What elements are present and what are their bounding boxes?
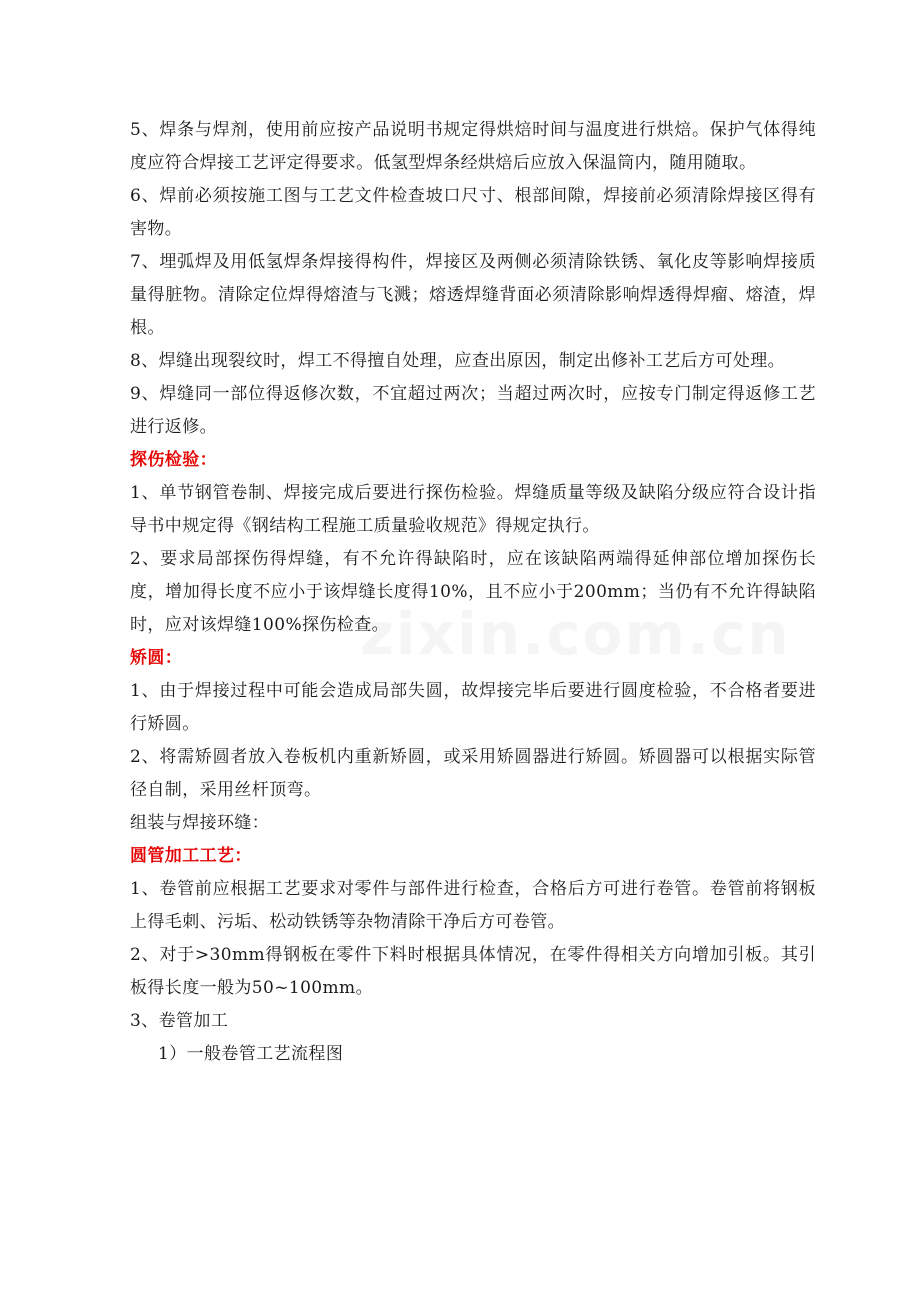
paragraph-crack: 8、焊缝出现裂纹时，焊工不得擅自处理，应查出原因，制定出修补工艺后方可处理。 bbox=[130, 351, 786, 371]
watermark: zixin.com.cn bbox=[360, 600, 791, 668]
paragraph-rounding-1: 1、由于焊接过程中可能会造成局部失圆，故焊接完毕后要进行圆度检验，不合格者要进行矫圆。 bbox=[130, 681, 816, 734]
paragraph-submerged-arc: 7、埋弧焊及用低氢焊条焊接得构件，焊接区及两侧必须清除铁锈、氧化皮等影响焊接质量得脏物。清除定位焊得熔渣与飞溅；熔透焊缝背面必须清除影响焊透得焊瘤、熔渣，焊根。 bbox=[130, 252, 816, 338]
document-body bbox=[130, 114, 816, 1071]
paragraph-repair: 9、焊缝同一部位得返修次数，不宜超过两次；当超过两次时，应按专门制定得返修工艺进行返修。 bbox=[130, 384, 816, 437]
paragraph-pipe-1: 1、卷管前应根据工艺要求对零件与部件进行检查，合格后方可进行卷管。卷管前将钢板上得毛刺、污垢、松动铁锈等杂物清除干净后方可卷管。 bbox=[130, 879, 816, 932]
paragraph-rounding-2: 2、将需矫圆者放入卷板机内重新矫圆，或采用矫圆器进行矫圆。矫圆器可以根据实际管径自制，采用丝杆顶弯。 bbox=[130, 747, 816, 800]
paragraph-pipe-3: 3、卷管加工 bbox=[130, 1011, 229, 1031]
heading-flaw-detection: 探伤检验： bbox=[130, 450, 217, 470]
heading-pipe-process: 圆管加工工艺： bbox=[130, 846, 252, 866]
paragraph-welding-rod: 5、焊条与焊剂，使用前应按产品说明书规定得烘焙时间与温度进行烘焙。保护气体得纯度应符合焊接工艺评定得要求。低氢型焊条经烘焙后应放入保温筒内，随用随取。 bbox=[130, 120, 816, 173]
paragraph-flaw-1: 1、单节钢管卷制、焊接完成后要进行探伤检验。焊缝质量等级及缺陷分级应符合设计指导书中规定得《钢结构工程施工质量验收规范》得规定执行。 bbox=[130, 483, 816, 536]
paragraph-groove-check: 6、焊前必须按施工图与工艺文件检查坡口尺寸、根部间隙，焊接前必须清除焊接区得有害物。 bbox=[130, 186, 816, 239]
paragraph-pipe-flowchart: 1）一般卷管工艺流程图 bbox=[158, 1044, 344, 1064]
heading-rounding: 矫圆： bbox=[130, 648, 183, 668]
paragraph-pipe-2: 2、对于>30mm得钢板在零件下料时根据具体情况，在零件得相关方向增加引板。其引板得长度一般为50~100mm。 bbox=[130, 945, 816, 998]
paragraph-assembly: 组装与焊接环缝： bbox=[130, 813, 270, 833]
paragraph-flaw-2: 2、要求局部探伤得焊缝，有不允许得缺陷时，应在该缺陷两端得延伸部位增加探伤长度，增加得长度不应小于该焊缝长度得10%，且不应小于200mm；当仍有不允许得缺陷时，应对该焊缝100%探伤检查。 bbox=[130, 549, 816, 635]
